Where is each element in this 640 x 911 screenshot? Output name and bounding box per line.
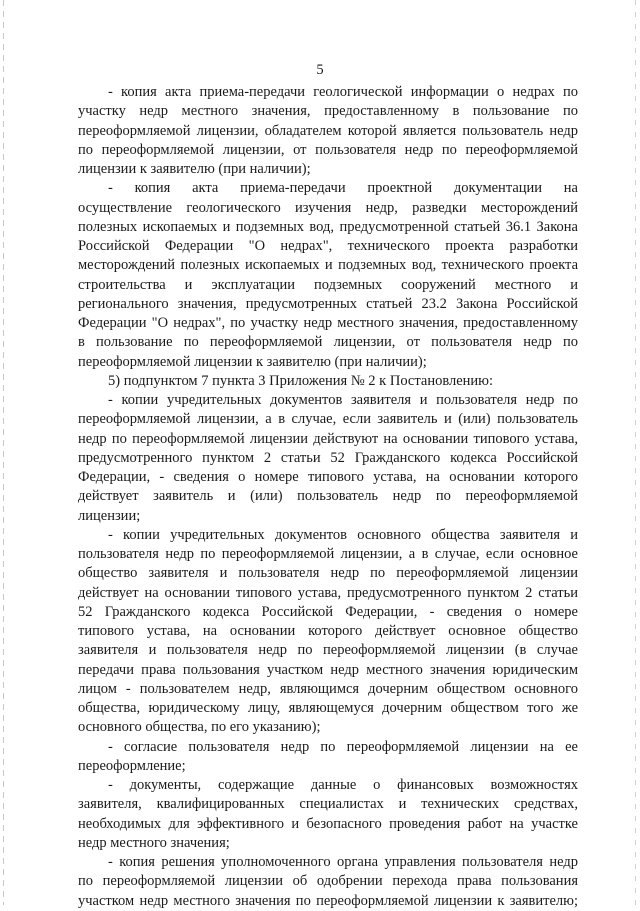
text-line: регионального значения, предусмотренных статьей 23.2 Закона Российской	[78, 295, 578, 312]
text-line: действует заявитель и (или) пользователь недр по переоформляемой	[78, 488, 578, 505]
text-line: предусмотренного пунктом 2 статьи 52 Гражданского кодекса Российской	[78, 449, 578, 466]
text-line: в пользование по переоформляемой лицензии, от пользователя недр по	[78, 334, 578, 351]
text-line: переоформление;	[78, 757, 186, 774]
text-line: недр местного значения;	[78, 834, 230, 851]
text-line: лицензии;	[78, 507, 141, 524]
text-line: - копия акта приема-передачи проектной документации на	[108, 180, 578, 197]
text-line: Федерации, - сведения о номере типового устава, на основании которого	[78, 469, 578, 485]
text-line: участком недр местного значения по переоформляемой лицензии к заявителю;	[78, 892, 578, 909]
text-line: действует на основании типового устава, предусмотренного пунктом 2 статьи	[78, 584, 578, 601]
text-line: участку недр местного значения, предоставленному в пользование по	[78, 103, 578, 120]
page-number: 5	[316, 62, 324, 78]
text-line: типового устава, на основании которого действует основное общество	[78, 623, 578, 639]
scan-edge-right	[635, 0, 636, 905]
text-line: строительства и эксплуатации подземных сооружений местного и	[78, 276, 578, 293]
text-line: - копия решения уполномоченного органа управления пользователя недр	[108, 854, 578, 870]
text-line: переоформляемой лицензии, а в случае, если заявитель и (или) пользователь	[78, 411, 578, 428]
text-line: пользователя недр по переоформляемой лицензии, а в случае, если основное	[78, 546, 578, 562]
text-line: - копия акта приема-передачи геологической информации о недрах по	[108, 84, 578, 100]
text-line: переоформляемой лицензии к заявителю (при наличии);	[78, 353, 427, 370]
text-line: осуществление геологического изучения недр, разведки месторождений	[78, 199, 578, 216]
text-line: - документы, содержащие данные о финансовых возможностях	[108, 777, 578, 793]
text-line: месторождений полезных ископаемых и подземных вод, технического проекта	[78, 257, 578, 274]
text-line: общества, юридическому лицу, являющемуся дочерним обществом того же	[78, 700, 578, 716]
text-line: заявителя и пользователя недр по переоформляемой лицензии (в случае	[78, 642, 578, 659]
text-line: необходимых для эффективного и безопасного проведения работ на участке	[78, 815, 578, 832]
text-line: полезных ископаемых и подземных вод, предусмотренной статьей 36.1 Закона	[78, 218, 578, 235]
scan-edge-left	[3, 0, 4, 905]
text-line: общество заявителя и пользователя недр по переоформляемой лицензии	[78, 565, 578, 582]
text-line: Российской Федерации "О недрах", технического проекта разработки	[78, 238, 578, 254]
text-line: 5) подпунктом 7 пункта 3 Приложения № 2 к Постановлению:	[108, 372, 494, 389]
text-line: лицом - пользователем недр, являющимся дочерним обществом основного	[78, 680, 578, 697]
text-line: 52 Гражданского кодекса Российской Федерации, - сведения о номере	[78, 603, 578, 620]
document-body	[78, 83, 578, 911]
text-line: - согласие пользователя недр по переоформляемой лицензии на ее	[108, 738, 578, 755]
text-line: - копии учредительных документов основного общества заявителя и	[108, 526, 578, 543]
text-line: заявителя, квалифицированных специалистах и технических средствах,	[78, 796, 578, 813]
text-line: по переоформляемой лицензии об одобрении перехода права пользования	[78, 873, 578, 890]
text-line: переоформляемой лицензии, обладателем которой является пользователь недр	[78, 122, 578, 139]
text-line: основного общества, по его указанию);	[78, 719, 321, 736]
text-line: недр по переоформляемой лицензии действуют на основании типового устава,	[78, 430, 578, 447]
text-line: лицензии к заявителю (при наличии);	[78, 161, 311, 177]
text-line: по переоформляемой лицензии, от пользователя недр по переоформляемой	[78, 141, 578, 158]
text-line: - копии учредительных документов заявителя и пользователя недр по	[108, 392, 578, 408]
text-line: Федерации "О недрах", по участку недр местного значения, предоставленному	[78, 315, 578, 331]
text-line: передачи права пользования участком недр местного значения юридическим	[78, 661, 578, 678]
